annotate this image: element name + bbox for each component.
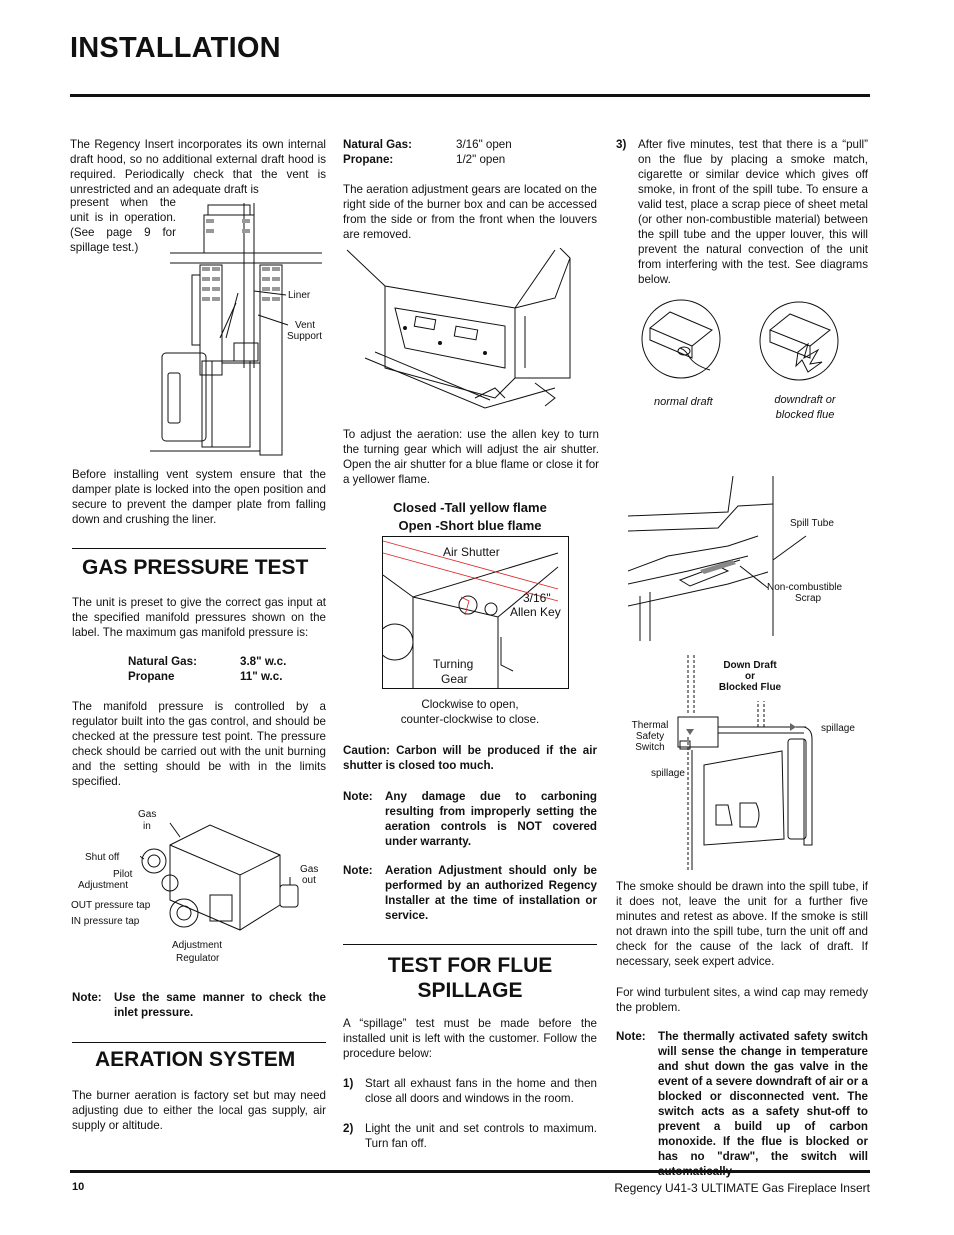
pilot-adjustment-label: Adjustment	[78, 880, 129, 891]
inlet-note	[72, 990, 326, 1020]
smoke-paragraph: The smoke should be drawn into the spill tube, if it does not, leave the unit for a further five minutes and retest as above. If the smoke is still not drawn into the spill tube, turn the unit off and check for the cause of the lack of draft. If necessary, seek expert advice.	[616, 880, 868, 968]
downdraft-label: downdraft or	[774, 394, 836, 406]
gas-valve-diagram	[140, 815, 310, 945]
non-combustible-label: Non-combustible	[767, 582, 843, 593]
damper-block	[72, 467, 326, 527]
installer-note	[343, 863, 597, 923]
openings-table	[343, 137, 597, 167]
adjust-block	[343, 427, 599, 487]
aeration-paragraph: The burner aeration is factory set but may need adjusting due to either the local gas supply, air supply or altitude.	[72, 1089, 326, 1132]
warranty-note	[343, 789, 597, 849]
thermal-switch-label	[628, 720, 672, 753]
pilot-label: Pilot	[113, 869, 133, 880]
windcap-block	[616, 985, 868, 1015]
flue-heading-line-2: SPILLAGE	[417, 979, 523, 1002]
note-label: Note:	[616, 1030, 646, 1043]
note-label: Note:	[343, 864, 373, 877]
out-tap-label: OUT pressure tap	[71, 900, 151, 911]
step-number: 2)	[343, 1122, 354, 1135]
flue-intro-paragraph: A “spillage” test must be made before the installed unit is left with the customer. Follow the procedure below:	[343, 1017, 597, 1060]
section-rule	[343, 944, 597, 945]
adjust-paragraph: To adjust the aeration: use the allen key to turn the turning gear which will adjust the air shutter. Open the air shutter for a blue flame or close it for a yellower flame.	[343, 428, 599, 486]
turning-gear-label: Turning	[433, 657, 474, 671]
opening-value: 1/2" open	[456, 153, 506, 166]
down-draft-title-3: Blocked Flue	[718, 682, 782, 693]
air-shutter-diagram	[382, 536, 569, 689]
down-draft-title	[700, 660, 800, 693]
note-text: Aeration Adjustment should only be performed by an authorized Regency Installer at the time of installation or service.	[385, 864, 597, 922]
spillage-label-right: spillage	[821, 723, 855, 734]
thermal-label-3: Switch	[635, 742, 665, 753]
step-number: 3)	[616, 138, 627, 151]
normal-draft-label: normal draft	[654, 396, 713, 408]
footer-rule	[70, 1170, 870, 1173]
shutoff-label: Shut off	[85, 852, 120, 863]
gas-value-label: Natural Gas:	[128, 655, 197, 668]
header-rule	[70, 94, 870, 97]
flue-step	[343, 1121, 597, 1151]
spill-tube-label: Spill Tube	[790, 518, 834, 529]
blocked-flue-label: blocked flue	[775, 409, 835, 421]
adjustment-regulator-label: Adjustment	[172, 940, 223, 951]
down-draft-title-2: or	[745, 671, 755, 682]
step-text: Start all exhaust fans in the home and then close all doors and windows in the room.	[365, 1077, 597, 1105]
intro-paragraph-continued: present when the unit is in operation. (See page 9 for spillage test.)	[70, 196, 176, 254]
thermal-label-2: Safety	[635, 731, 665, 742]
spillage-label-left: spillage	[651, 768, 685, 779]
page-title: INSTALLATION	[70, 32, 281, 64]
downdraft-diagram	[758, 300, 840, 382]
support-label: Support	[287, 331, 323, 342]
page-number: 10	[72, 1181, 85, 1193]
step-number: 1)	[343, 1077, 354, 1090]
note-text: Any damage due to carboning resulting from improperly setting the aeration controls is NOT covered under warranty.	[385, 790, 597, 848]
vent-label: Vent	[295, 320, 316, 331]
gas-out-label: Gas	[300, 864, 319, 875]
scrap-label: Scrap	[795, 593, 822, 604]
gas-out-label-2: out	[302, 875, 316, 886]
aeration-block	[72, 1088, 326, 1133]
damper-paragraph: Before installing vent system ensure that the damper plate is locked into the open position and secure to prevent the damper plate from falling down and crushing the liner.	[72, 468, 326, 526]
air-shutter-label: Air Shutter	[443, 545, 500, 559]
aeration-heading: AERATION SYSTEM	[95, 1048, 296, 1071]
regulator-block	[72, 699, 326, 789]
flue-heading	[343, 953, 597, 1003]
smoke-block	[616, 879, 868, 969]
section-rule	[72, 548, 326, 549]
caution-block	[343, 743, 597, 773]
gas-intro-block	[72, 595, 326, 640]
safety-switch-note	[616, 1029, 868, 1179]
gas-intro-paragraph: The unit is preset to give the correct gas input at the specified manifold pressures shown on the label. The maximum gas manifold pressure is:	[72, 596, 326, 639]
regulator-paragraph: The manifold pressure is controlled by a regulator built into the gas control, and should be checked at the pressure test point. The pressure check should be carried out with the unit burning and the setting should be with in the limits specified.	[72, 700, 326, 788]
gas-value-label: Propane	[128, 670, 175, 683]
gas-in-label-2: in	[143, 821, 151, 832]
caution-paragraph: Caution: Carbon will be produced if the air shutter is closed too much.	[343, 744, 597, 772]
turning-gear-label-2: Gear	[441, 672, 468, 686]
normal-draft-diagram	[640, 298, 722, 380]
note-text: The thermally activated safety switch will sense the change in temperature and shut down the gas valve in the event of a severe downdraft of air or a blocked or disconnected vent. The switch acts as a safety shut-off to prevent a build up of carbon monoxide. If the flue is blocked or has no "draw", the switch will	[658, 1030, 868, 1163]
opening-label: Propane:	[343, 153, 394, 166]
liner-label: Liner	[288, 290, 311, 301]
flame-closed: Closed -Tall yellow flame	[393, 500, 547, 515]
section-rule	[72, 1042, 326, 1043]
allen-key-label: Allen Key	[510, 605, 561, 619]
allen-key-size-label: 3/16"	[523, 591, 551, 605]
note-label: Note:	[343, 790, 373, 803]
burner-box-diagram	[345, 248, 575, 418]
note-label: Note:	[72, 991, 102, 1004]
gas-value: 3.8" w.c.	[240, 655, 287, 668]
clockwise-line-1: Clockwise to open,	[421, 698, 519, 711]
gears-paragraph: The aeration adjustment gears are located on the right side of the burner box and can be accessed from the side or from the front when the louvers are removed.	[343, 183, 597, 241]
adjustment-regulator-label-2: Regulator	[176, 953, 220, 964]
gears-block	[343, 182, 597, 242]
flue-heading-line-1: TEST FOR FLUE	[387, 954, 553, 977]
step-3	[616, 137, 868, 287]
flame-open: Open -Short blue flame	[398, 518, 542, 533]
gas-in-label: Gas	[138, 809, 157, 820]
spill-tube-diagram	[628, 476, 870, 641]
windcap-paragraph: For wind turbulent sites, a wind cap may remedy the problem.	[616, 986, 868, 1014]
flue-intro-block	[343, 1016, 597, 1061]
column-1	[70, 137, 326, 197]
gas-pressure-heading: GAS PRESSURE TEST	[82, 556, 309, 579]
opening-value: 3/16" open	[456, 138, 512, 151]
flue-steps	[343, 1076, 597, 1151]
flue-step	[343, 1076, 597, 1106]
clockwise-line-2: counter-clockwise to close.	[400, 713, 540, 726]
in-tap-label: IN pressure tap	[71, 916, 140, 927]
step-text: After five minutes, test that there is a “pull” on the flue by placing a smoke match, cigarette or similar device which gives off smoke, in front of the spill tube. To ensure a valid test, place a scrap piece of sheet metal (or other non-combustible material) between the spill tube and the upper louver, this will prevent the natural convection of the unit from interfering with the test. See diagrams below.	[638, 138, 868, 286]
step-text: Light the unit and set controls to maximum. Turn fan off.	[365, 1122, 597, 1150]
gas-values-table	[128, 654, 328, 684]
down-draft-title-1: Down Draft	[723, 660, 777, 671]
footer-title: Regency U41-3 ULTIMATE Gas Fireplace Insert	[614, 1181, 870, 1195]
note-text: Use the same manner to check the inlet pressure.	[114, 991, 326, 1019]
gas-value: 11" w.c.	[240, 670, 283, 683]
opening-label: Natural Gas:	[343, 138, 412, 151]
intro-paragraph: The Regency Insert incorporates its own internal draft hood, so no additional external draft hood is required. Periodically check that the vent is unrestricted and an adequate draft is	[70, 138, 326, 196]
thermal-label-1: Thermal	[631, 720, 669, 731]
